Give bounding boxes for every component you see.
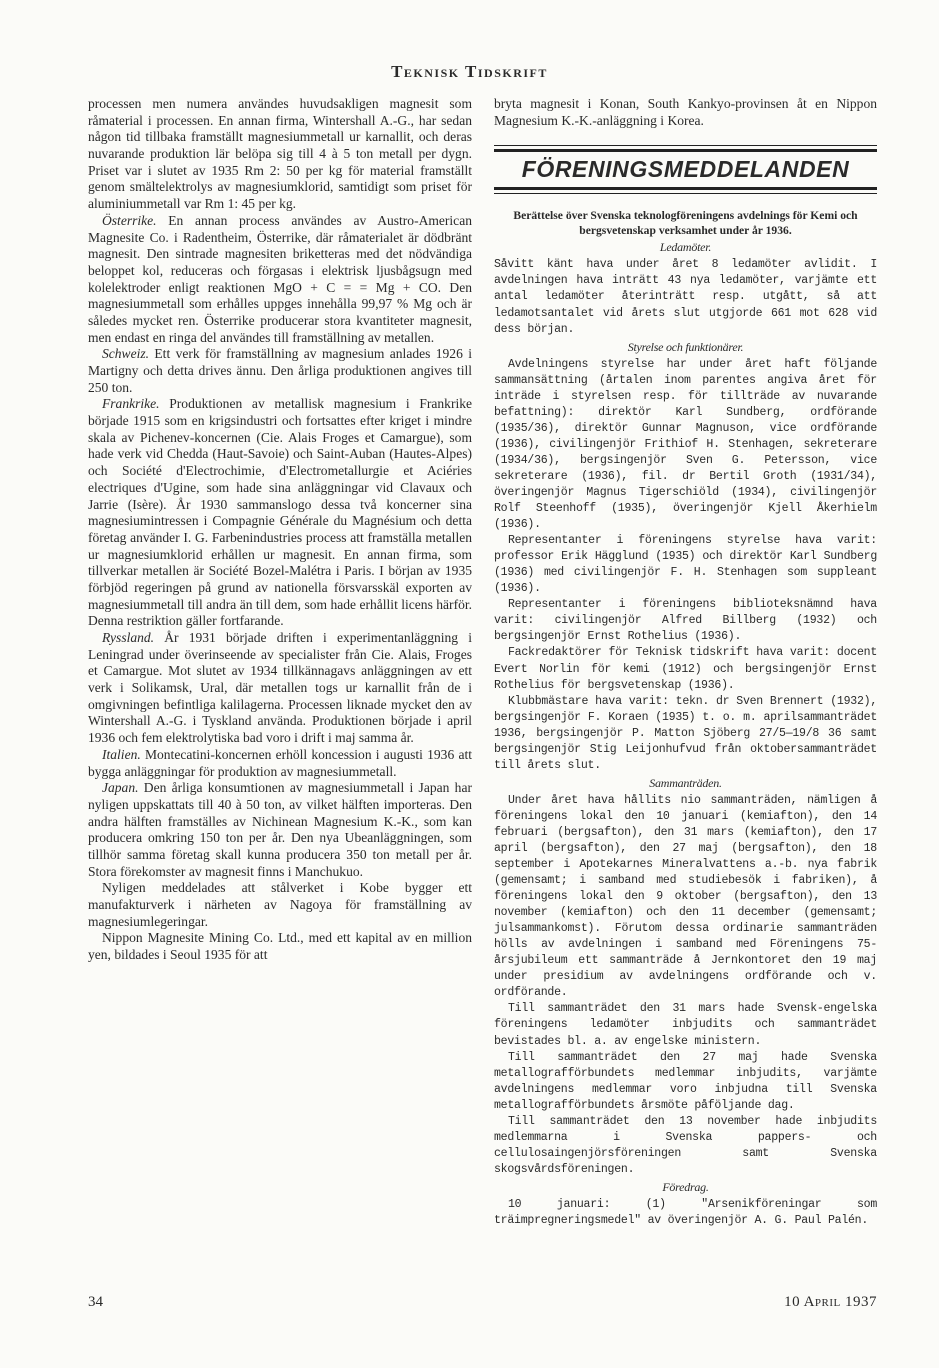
- paragraph: Representanter i föreningens biblioteksnämnd hava varit: civilingenjör Alfred Billberg (1932) och bergsingenjör Ernst Rothelius (1936).: [494, 598, 877, 644]
- paragraph: Såvitt känt hava under året 8 ledamöter avlidit. I avdelningen hava inträtt 43 nya ledamöter, varjämte ett antal ledamöter återinträtt resp. utgått, så att ledamotsantalet vid årets slut utgjorde 661 mot 628 vid dess början.: [494, 258, 877, 336]
- paragraph: Avdelningens styrelse har under året haft följande sammansättning (årtalen inom parentes angiva året för inträde i styrelsen resp. för tillträde av nuvarande befattning): direktör Karl Sundberg, ordförande (1935/36), direktör Gunnar Magnuson, vice ordförande (1936), civilingenjör Frithiof H. Stenhagen, sekreterare (1934/36), bergsingenjör Sven G. Petersson, vice sekreterare (1936), fil. dr Bertil Groth (1931/34), överingenjör Magnus Tigerschiöld (1934), civilingenjör Rolf Steenhoff (1935), överingenjör Kjell Åkerhielm (1936).: [494, 357, 877, 532]
- continuation-text: bryta magnesit i Konan, South Kankyo-provinsen åt en Nippon Magnesium K.-K.-anläggning i Korea.: [494, 96, 877, 128]
- paragraph: Frankrike. Produktionen av metallisk magnesium i Frankrike började 1915 som en krigsindustri och fortsattes efter kriget i mindre skala av Pichenev-koncernen (Cie. Alais Froges et Camargue), som hade verk vid Chedda (Haut-Savoie) och Saint-Auban (Hautes-Alpes) och Société d'Electrochimie, d'Electrometallurgie et Aciéries electriques d'Ugine, som hade sina anläggningar vid Clavaux och Jarrie (Isère). År 1930 sammanslogo dessa två koncerner sina magnesiumintressen i Compagnie Générale du Magnésium och detta företag använder I. G. Farbenindustries process att framställa metallen ur magnesiumklorid erhållen ur magnesit. En annan firma, som tillverkar metallen är Société Bozel-Malétra i Paris. I början av 1935 förbjöd regeringen på grund av nationella försvarsskäl exporten av magnesiummetall till andra än till dem, som hade erhållit licens härför. Denna restriktion gäller fortfarande.: [88, 396, 472, 629]
- paragraph: Schweiz. Ett verk för framställning av magnesium anlades 1926 i Martigny och detta drives ännu. Den årliga produktionen angives till 250 ton.: [88, 346, 472, 395]
- section-banner: [494, 149, 877, 190]
- paragraph: Klubbmästare hava varit: tekn. dr Sven Brennert (1932), bergsingenjör F. Koraen (1935) t. o. m. aprilsammanträdet 1936, bergsingenjör P. Matton Sjöberg 27/5—19/8 36 samt bergsingenjör Stig Leijonhufvud från oktobersammanträdet till årets slut.: [494, 694, 877, 772]
- paragraph: Till sammanträdet den 13 november hade inbjudits medlemmarna i Svenska pappers- och cellulosaingenjörsföreningen samt Svenska skogsvårdsföreningen.: [494, 1114, 877, 1176]
- section-heading: Styrelse och funktionärer.: [627, 339, 744, 354]
- page-number: 34: [88, 1294, 103, 1310]
- paragraph: Till sammanträdet den 31 mars hade Svensk-engelska föreningens ledamöter inbjudits och sammanträdet bevistades bl. a. av engelske ministern.: [494, 1002, 877, 1048]
- paragraph: Representanter i föreningens styrelse hava varit: professor Erik Hägglund (1935) och direktör Karl Sundberg (1936) med civilingenjör F. H. Stenhagen som suppleant (1936).: [494, 534, 877, 596]
- paragraph: Italien. Montecatini-koncernen erhöll koncession i augusti 1936 att bygga anläggningar för produktion av magnesiummetall.: [88, 746, 472, 779]
- section-heading: Föredrag.: [662, 1179, 709, 1194]
- section-heading: Sammanträden.: [649, 775, 722, 790]
- section-banner-title: FÖRENINGSMEDDELANDEN: [521, 156, 850, 183]
- paragraph: Fackredaktörer för Teknisk tidskrift hava varit: docent Evert Norlin för kemi (1912) och bergsingenjör Ernst Rothelius för bergsvetenskap (1936).: [494, 646, 877, 692]
- paragraph: Under året hava hållits nio sammanträden, nämligen å föreningens lokal den 10 januari (kemiafton), den 14 februari (bergsafton), den 31 mars (kemiafton), den 17 april (bergsafton), den 27 maj (bergsafton), den 18 september i Apotekarnes Mineralvattens a.-b. nya fabrik (gemensamt; i samband med studiebesök i fabriken), å föreningens lokal den 9 oktober (bergsafton), den 13 november (kemiafton) och den 11 december (gemensamt; julsammankomst). Förutom dessa ordinarie sammanträden hölls av avdelningen i samband med Föreningens 75-årsjubileum ett sammanträde å Jernkontoret den 19 maj under presidium av avdelningens ordförande och v. ordförande.: [494, 793, 877, 1000]
- journal-header: Teknisk Tidskrift: [391, 62, 548, 81]
- paragraph: Japan. Den årliga konsumtionen av magnesiummetall i Japan har nyligen uppskattats till 40 à 50 ton, av vilket hälften importeras. Den andra hälften framställes av Nichinean Magnesium K.-K., som kan producera omkring 150 ton per år. Den nya Ubeanläggningen, som tillhör samma företag skall kunna producera 350 ton metall per år. Stora förekomster av magnesit finns i Manchukuo.: [88, 780, 472, 879]
- paragraph: Ryssland. År 1931 började driften i experimentanläggning i Leningrad under överinseende av specialister från Cie. Alais, Froges et Camargue. Mot slutet av 1934 tillkännagavs anläggningen av ett verk i Solikamsk, Ural, där metallen togs ur karnallit från de i omgivningen befintliga kalilagerna. Processen liknade mycket den av Wintershall A.-G. i Tyskland använda. Produktionen började i april 1936 och fem elektrolytiska bad voro i drift i maj samma år.: [88, 630, 472, 746]
- paragraph: Till sammanträdet den 27 maj hade Svenska metallografförbundets medlemmar inbjudits, varjämte avdelningens medlemmar voro inbjudna till Svenska metallografförbundets årsmöte påföljande dag.: [494, 1050, 877, 1112]
- section-heading: Ledamöter.: [659, 240, 712, 255]
- paragraph: Nyligen meddelades att stålverket i Kobe bygger ett manufakturverk i närheten av Nagoya för framställning av magnesiumlegeringar.: [88, 880, 472, 929]
- left-column: [88, 96, 472, 1286]
- paragraph: 10 januari: (1) "Arsenikföreningar som träimpregneringsmedel" av överingenjör A. G. Paul Palén.: [494, 1197, 877, 1227]
- paragraph: processen men numera användes huvudsakligen magnesit som råmaterial i processen. En annan firma, Wintershall A.-G., har sedan någon tid tillbaka framställt magnesiummetall ur karnallit, och deras nuvarande produktion lär belöpa sig till 4 à 5 ton metall per dygn. Priset var i slutet av 1935 Rm 2: 50 per kg för material framställt genom smältelektrolys av magnesiumklorid, samtidigt som priset för aluminiummetall var Rm 1: 45 per kg.: [88, 96, 472, 212]
- paragraph: Österrike. En annan process användes av Austro-American Magnesite Co. i Radentheim, Österrike, där råmaterialet är dödbränt magnesit. Den sintrade magnesiten briketteras med det nödvändiga beloppet kol, reduceras och förgasas i elektrisk ljusbågsugn med kolelektroder enligt reaktionen MgO + C = = Mg + CO. Den magnesiummetall som erhålles uppges innehålla 99,97 % Mg och är således mycket ren. Österrike producerar stora kvantiteter magnesit, men endast en ringa del användes till framställning av metallen.: [88, 212, 472, 345]
- report-title: Berättelse över Svenska teknologföreningens avdelnings för Kemi och bergsvetenskap verksamhet under år 1936.: [513, 209, 858, 238]
- report-body: [494, 239, 877, 1229]
- right-column: [494, 96, 877, 1286]
- issue-date: 10 April 1937: [784, 1294, 877, 1310]
- paragraph: Nippon Magnesite Mining Co. Ltd., med ett kapital av en million yen, bildades i Seoul 1935 för att: [88, 930, 472, 963]
